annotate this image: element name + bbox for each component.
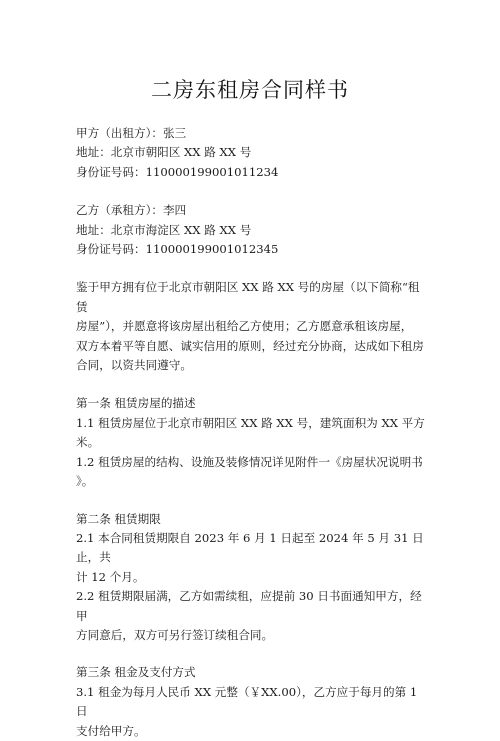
preamble-paragraph bbox=[76, 278, 426, 375]
preamble-line: 鉴于甲方拥有位于北京市朝阳区 XX 路 XX 号的房屋（以下简称“租赁 bbox=[76, 280, 420, 314]
party-b-id-number: 身份证号码：110000199001012345 bbox=[76, 242, 279, 257]
article-3-clause: 支付给甲方。 bbox=[76, 723, 146, 738]
spacer bbox=[76, 492, 426, 510]
spacer bbox=[76, 375, 426, 394]
document-body bbox=[76, 124, 426, 741]
article-2-section bbox=[76, 510, 426, 646]
article-2-clause: 2.1 本合同租赁期限自 2023 年 6 月 1 日起至 2024 年 5 月 31 日止，共 bbox=[76, 530, 424, 565]
spacer bbox=[76, 645, 426, 663]
party-a-block bbox=[76, 124, 426, 182]
preamble-line: 合同，以资共同遵守。 bbox=[76, 358, 192, 373]
article-3-heading: 第三条 租金及支付方式 bbox=[76, 665, 196, 680]
article-2-clause: 方同意后，双方可另行签订续租合同。 bbox=[76, 627, 274, 642]
article-2-clause: 2.2 租赁期限届满，乙方如需续租，应提前 30 日书面通知甲方，经甲 bbox=[76, 589, 422, 623]
article-1-heading: 第一条 租赁房屋的描述 bbox=[76, 396, 196, 411]
article-2-heading: 第二条 租赁期限 bbox=[76, 511, 161, 526]
party-b-name: 乙方（承租方）：李四 bbox=[76, 203, 187, 218]
article-1-clause: 》。 bbox=[76, 474, 94, 489]
preamble-line: 房屋”），并愿意将该房屋出租给乙方使用；乙方愿意承租该房屋， bbox=[76, 319, 413, 334]
spacer bbox=[76, 259, 426, 278]
party-b-block bbox=[76, 201, 426, 259]
preamble-line: 双方本着平等自愿、诚实信用的原则，经过充分协商，达成如下租房 bbox=[76, 338, 424, 353]
spacer bbox=[76, 182, 426, 201]
party-a-id-number: 身份证号码：110000199001011234 bbox=[76, 164, 279, 179]
article-3-clause: 3.1 租金为每月人民币 XX 元整（￥XX.00），乙方应于每月的第 1 日 bbox=[76, 684, 418, 719]
article-3-section bbox=[76, 663, 426, 741]
article-1-clause: 1.1 租赁房屋位于北京市朝阳区 XX 路 XX 号，建筑面积为 XX 平方米。 bbox=[76, 415, 425, 450]
party-b-address: 地址：北京市海淀区 XX 路 XX 号 bbox=[76, 222, 252, 237]
article-1-section bbox=[76, 394, 426, 491]
party-a-address: 地址：北京市朝阳区 XX 路 XX 号 bbox=[76, 145, 252, 160]
document-title: 二房东租房合同样书 bbox=[151, 78, 349, 102]
party-a-name: 甲方（出租方）：张三 bbox=[76, 126, 187, 140]
article-2-clause: 计 12 个月。 bbox=[76, 569, 145, 584]
article-1-clause: 1.2 租赁房屋的结构、设施及装修情况详见附件一《房屋状况说明书 bbox=[76, 454, 423, 469]
